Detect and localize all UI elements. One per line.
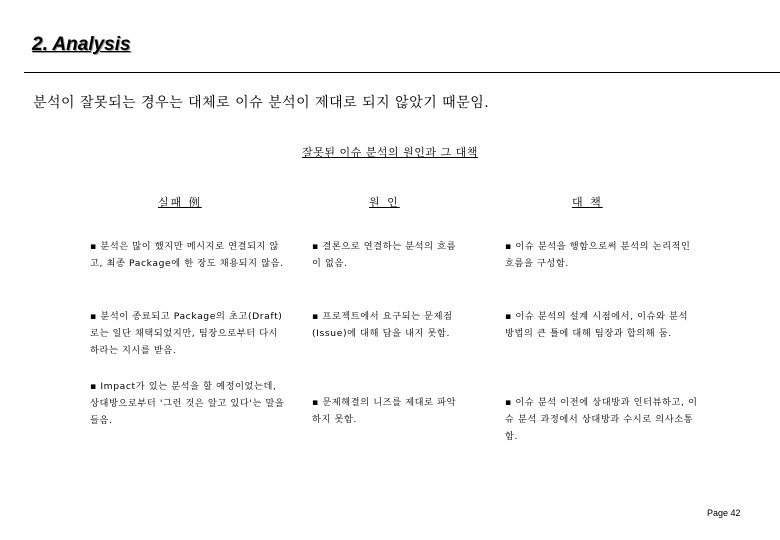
column-header-failure-examples: 실패 例: [158, 196, 202, 209]
table-title-text: 잘못된 이슈 분석의 원인과 그 대책: [302, 146, 478, 159]
column-header-causes: 원 인: [369, 196, 400, 209]
countermeasure-1: ▪ 이슈 분석을 행함으로써 분석의 논리적인 흐름을 구성함.: [505, 241, 691, 269]
failure-example-1: ▪ 분석은 많이 했지만 메시지로 연결되지 않고, 최종 Package에 한 장도 채용되지 않음.: [90, 241, 284, 269]
failure-example-3: ▪ Impact가 있는 분석을 할 예정이었는데, 상대방으로부터 '그런 것은 알고 있다'는 말을 들음.: [90, 381, 285, 426]
cause-1: ▪ 결론으로 연결하는 분석의 흐름이 없음.: [312, 241, 457, 269]
slide-title: 2. Analysis: [32, 34, 131, 55]
column-header-countermeasures: 대 책: [572, 196, 603, 209]
title-divider: [24, 72, 780, 73]
countermeasure-3: ▪ 이슈 분석 이전에 상대방과 인터뷰하고, 이슈 분석 과정에서 상대방과 수시로 의사소통함.: [505, 397, 698, 442]
table-title: [0, 144, 780, 160]
page-number: Page 42: [707, 508, 741, 518]
countermeasure-2: ▪ 이슈 분석의 설계 시점에서, 이슈와 분석 방법의 큰 틀에 대해 팀장과 합의해 둠.: [505, 311, 689, 339]
cause-2: ▪ 프로젝트에서 요구되는 문제점(Issue)에 대해 답을 내지 못함.: [312, 311, 453, 339]
headline-statement: 분석이 잘못되는 경우는 대체로 이슈 분석이 제대로 되지 않았기 때문임.: [33, 95, 490, 111]
cause-3: ▪ 문제해결의 니즈를 제대로 파악하지 못함.: [312, 397, 457, 425]
failure-example-2: ▪ 분석이 종료되고 Package의 초고(Draft)로는 일단 채택되었지만, 팀장으로부터 다시 하라는 지시를 받음.: [90, 311, 283, 356]
